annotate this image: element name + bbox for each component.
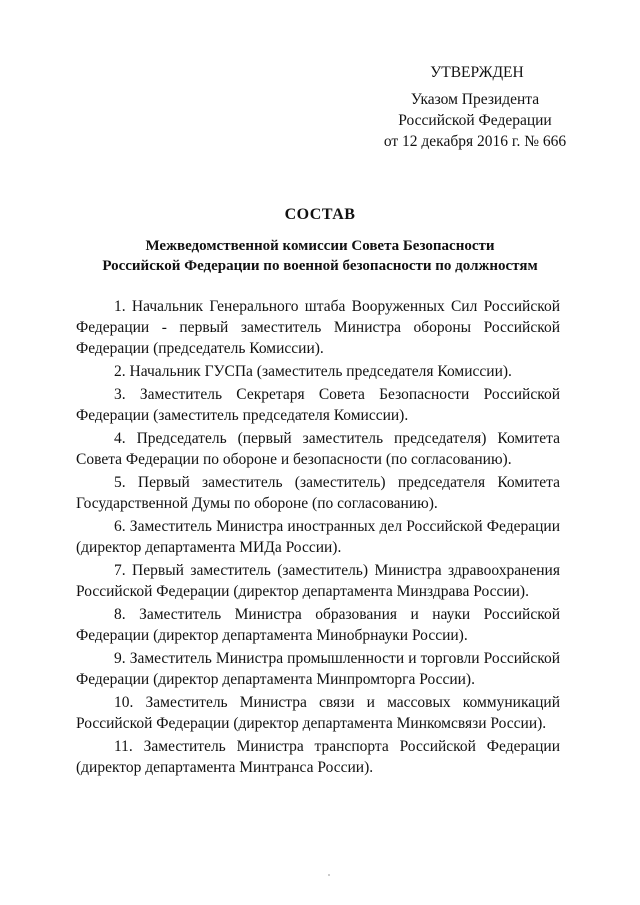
list-item: 1. Начальник Генерального штаба Вооруженных Сил Российской Федерации - первый заместитель Министра обороны Российской Федерации (председатель Комиссии). xyxy=(76,298,560,357)
list-item: 11. Заместитель Министра транспорта Российской Федерации (директор департамента Минтранса России). xyxy=(76,738,560,776)
list-item: 5. Первый заместитель (заместитель) председателя Комитета Государственной Думы по обороне (по согласованию). xyxy=(76,474,560,512)
approved-by-decree: Указом Президента xyxy=(410,91,540,108)
approved-by-country: Российской Федерации xyxy=(398,112,552,129)
list-item: 8. Заместитель Министра образования и науки Российской Федерации (директор департамента Минобрнауки России). xyxy=(76,606,560,644)
list-item: 10. Заместитель Министра связи и массовых коммуникаций Российской Федерации (директор департамента Минкомсвязи России). xyxy=(76,694,560,732)
list-item: 3. Заместитель Секретаря Совета Безопасности Российской Федерации (заместитель председателя Комиссии). xyxy=(76,386,560,424)
document-title: СОСТАВ xyxy=(284,206,356,223)
list-item: 6. Заместитель Министра иностранных дел Российской Федерации (директор департамента МИДа России). xyxy=(76,518,560,556)
approved-heading: УТВЕРЖДЕН xyxy=(430,64,524,81)
decree-date-number: от 12 декабря 2016 г. № 666 xyxy=(383,133,567,150)
list-item: 4. Председатель (первый заместитель председателя) Комитета Совета Федерации по обороне и безопасности (по согласованию). xyxy=(76,430,560,468)
subtitle-line-1: Межведомственной комиссии Совета Безопасности xyxy=(145,238,495,254)
subtitle-line-2: Российской Федерации по военной безопасности по должностям xyxy=(102,258,538,274)
composition-list xyxy=(76,296,560,780)
approval-stamp xyxy=(360,62,590,152)
document-subtitle xyxy=(60,236,580,276)
scan-dot xyxy=(328,874,330,876)
list-item: 2. Начальник ГУСПа (заместитель председателя Комиссии). xyxy=(114,363,512,380)
list-item: 7. Первый заместитель (заместитель) Министра здравоохранения Российской Федерации (директор департамента Минздрава России). xyxy=(76,562,560,600)
list-item: 9. Заместитель Министра промышленности и торговли Российской Федерации (директор департамента Минпромторга России). xyxy=(76,650,560,688)
